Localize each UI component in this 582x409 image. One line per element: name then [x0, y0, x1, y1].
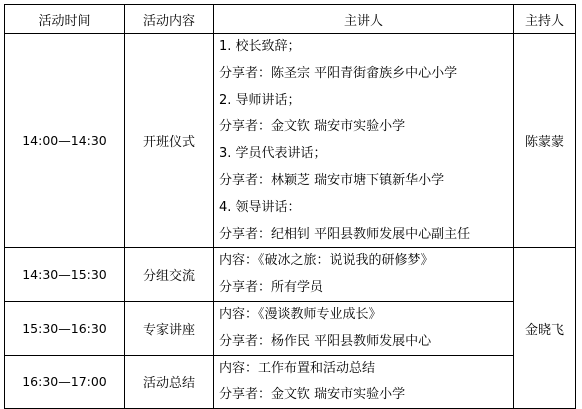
speaker-cell — [214, 301, 514, 355]
speaker-line: 4. 领导讲话： — [219, 199, 301, 215]
time-cell: 15:30—16:30 — [5, 301, 125, 355]
table-row — [5, 355, 576, 409]
host-cell: 陈蒙蒙 — [514, 34, 576, 248]
header-content: 活动内容 — [125, 5, 214, 34]
content-cell: 开班仪式 — [125, 34, 214, 248]
table-row — [5, 301, 576, 355]
speaker-line: 分享者：金文钦 瑞安市实验小学 — [219, 119, 406, 135]
content-cell: 专家讲座 — [125, 301, 214, 355]
speaker-cell — [214, 355, 514, 409]
header-row — [5, 5, 576, 34]
time-cell: 14:30—15:30 — [5, 248, 125, 302]
speaker-line: 2. 导师讲话； — [219, 92, 301, 108]
table-row — [5, 248, 576, 302]
time-cell: 14:00—14:30 — [5, 34, 125, 248]
schedule-table — [4, 4, 576, 409]
header-time: 活动时间 — [5, 5, 125, 34]
speaker-line: 分享者：陈圣宗 平阳青街畲族乡中心小学 — [219, 65, 458, 81]
content-cell: 分组交流 — [125, 248, 214, 302]
header-speaker: 主讲人 — [214, 5, 514, 34]
speaker-cell — [214, 34, 514, 248]
host-cell: 金晓飞 — [514, 248, 576, 409]
speaker-line: 内容：《漫谈教师专业成长》 — [219, 306, 382, 322]
header-host: 主持人 — [514, 5, 576, 34]
content-cell: 活动总结 — [125, 355, 214, 409]
speaker-cell — [214, 248, 514, 302]
speaker-line: 分享者：所有学员 — [219, 280, 324, 296]
speaker-line: 1. 校长致辞； — [219, 39, 301, 54]
speaker-line: 分享者：杨作民 平阳县教师发展中心 — [219, 333, 432, 349]
speaker-line: 内容：工作布置和活动总结 — [219, 360, 376, 376]
speaker-line: 分享者：林颖芝 瑞安市塘下镇新华小学 — [219, 172, 445, 188]
speaker-line: 内容：《破冰之旅：说说我的研修梦》 — [219, 253, 434, 269]
table-row — [5, 34, 576, 248]
speaker-line: 分享者：纪相钊 平阳县教师发展中心副主任 — [219, 226, 471, 242]
speaker-line: 3. 学员代表讲话； — [219, 146, 327, 162]
speaker-line: 分享者：金文钦 瑞安市实验小学 — [219, 387, 406, 403]
time-cell: 16:30—17:00 — [5, 355, 125, 409]
